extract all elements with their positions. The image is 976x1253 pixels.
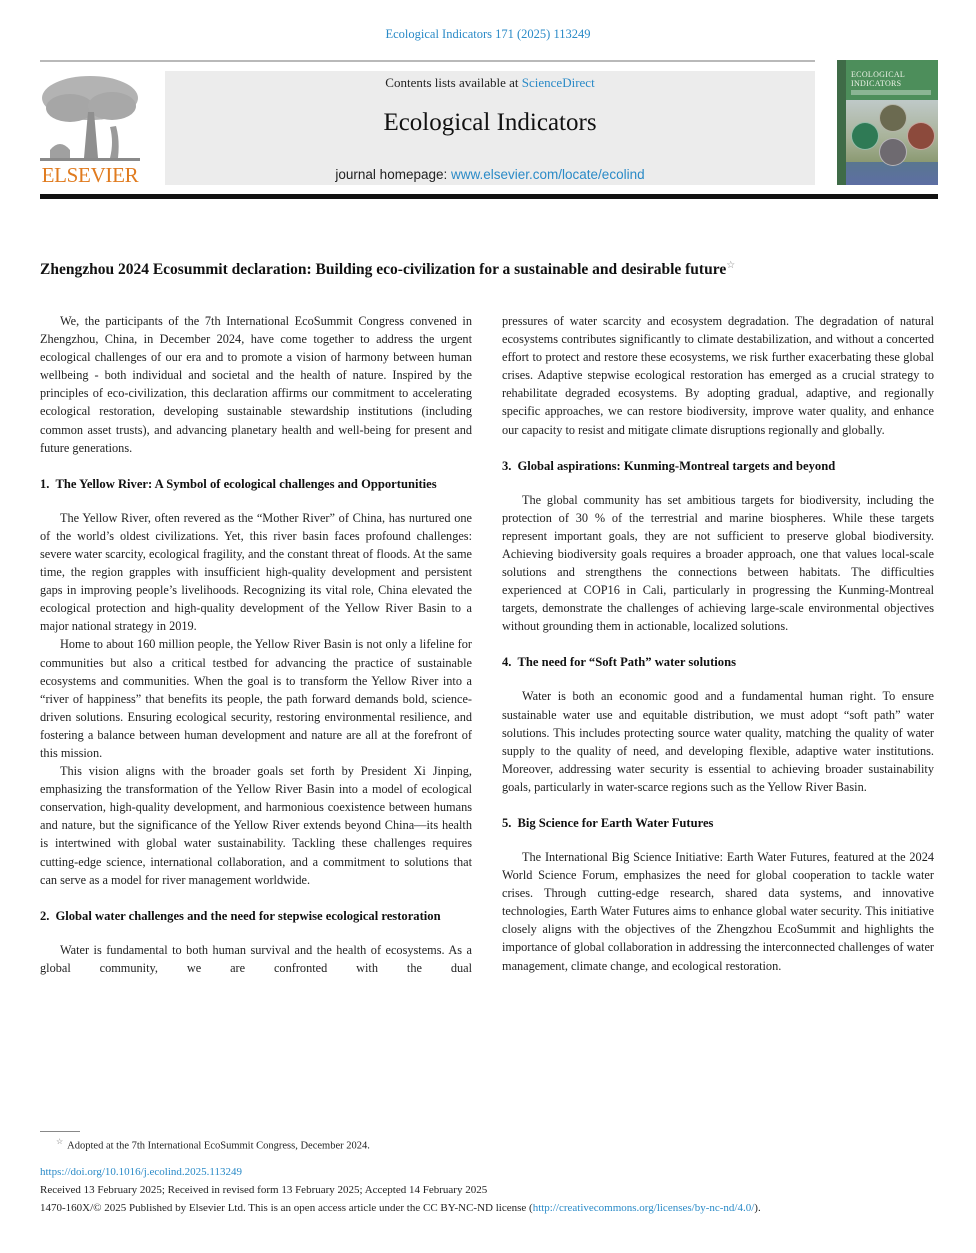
footnote bbox=[56, 1137, 370, 1152]
section-5-heading: 5. Big Science for Earth Water Futures bbox=[502, 815, 714, 830]
thick-rule bbox=[40, 194, 938, 199]
article-title bbox=[40, 257, 800, 279]
section-4-heading: 4. The need for “Soft Path” water solutions bbox=[502, 655, 736, 670]
cover-spine bbox=[837, 60, 846, 185]
section-3-paragraph-1: The global community has set ambitious targets for biodiversity, including the protection of 30 % of the terrestrial and marine biospheres. While these targets represent important goals, they are not sufficient to preserve global biodiversity. Achieving biodiversity goals requires a broader approach, one that values local-scale solutions and strengthens the connections between habitats. The difficulties experienced at COP16 in Cali, particularly in progressing the Kunming-Montreal targets, demonstrate the challenges of achieving large-scale environmental objectives without grounding them in actionable, localized solutions. bbox=[502, 492, 934, 634]
footnote-rule bbox=[40, 1131, 80, 1132]
cover-title bbox=[851, 70, 905, 88]
journal-cover-image[interactable] bbox=[837, 60, 938, 185]
cover-photo-leaf bbox=[851, 122, 879, 150]
top-rule bbox=[40, 60, 815, 62]
section-3-heading: 3. Global aspirations: Kunming-Montreal targets and beyond bbox=[502, 458, 836, 473]
doi-link[interactable]: https://doi.org/10.1016/j.ecolind.2025.113249 bbox=[40, 1166, 242, 1178]
section-1-paragraph-1: The Yellow River, often revered as the “Mother River” of China, has nurtured one of the world’s oldest civilizations. Yet, this river basin faces profound challenges: severe water scarcity, ecological fragility, and the constant threat of floods. At the same time, the region grapples with insufficient high-quality development and persistent gaps in improving people’s livelihoods. Recognizing its vital role, China elevated the ecological protection and high-quality development of the Yellow River Basin to a major national strategy in 2019. bbox=[40, 510, 472, 634]
journal-title: Ecological Indicators bbox=[383, 109, 597, 136]
elsevier-wordmark: ELSEVIER bbox=[41, 163, 139, 187]
section-5-paragraph-1: The International Big Science Initiative: Earth Water Futures, featured at the 2024 World Science Forum, emphasizes the need for global cooperation to tackle water crises. Through cutting-edge research, shared data systems, and innovative technologies, Earth Water Futures aims to enhance global water security. This initiative closely aligns with the objectives of the Zhengzhou EcoSummit and highlights the importance of global collaboration in addressing the interconnected challenges of water management, climate change, and ecological restoration. bbox=[502, 849, 934, 973]
contents-prefix: Contents lists available at bbox=[385, 75, 522, 90]
cover-photo-book bbox=[907, 122, 935, 150]
article-title-text: Zhengzhou 2024 Ecosummit declaration: Building eco-civilization for a sustainable and desirable future bbox=[40, 261, 727, 279]
title-footnote-mark[interactable]: ☆ bbox=[726, 260, 736, 271]
masthead bbox=[165, 71, 815, 185]
section-1-paragraph-3: This vision aligns with the broader goals set forth by President Xi Jinping, emphasizing the transformation of the Yellow River Basin into a model of ecological conservation, high-quality development, and harmonious coexistence between humans and nature, but the significance of the Yellow River extends beyond China—its health is intertwined with global water sustainability. Tackling these challenges requires cutting-edge science, international collaboration, and a commitment to solutions that can serve as a model for river management worldwide. bbox=[40, 764, 472, 887]
cover-photo-people bbox=[879, 138, 907, 166]
cover-title-line1: ECOLOGICAL bbox=[851, 70, 906, 79]
cover-photo-rock bbox=[879, 104, 907, 132]
license-prefix: 1470-160X/© 2025 Published by Elsevier Ltd. This is an open access article under the CC BY-NC-ND license ( bbox=[40, 1202, 533, 1214]
cover-title-line2: INDICATORS bbox=[851, 79, 902, 88]
section-2-paragraph-1-start: Water is fundamental to both human survival and the health of ecosystems. As a global community, we are confronted with the dual bbox=[40, 942, 472, 975]
section-2-paragraph-1-continued: pressures of water scarcity and ecosystem degradation. The degradation of natural ecosystems contributes significantly to climate destabilization, and without a concerted effort to protect and restore these ecosystems, we risk further exacerbating these global crises. Adaptive stepwise ecological restoration has emerged as a crucial strategy to rehabilitate degraded ecosystems. By adopting gradual, adaptive, and regionally specific approaches, we can restore biodiversity, improve water quality, and enhance our capacity to resist and mitigate climate disruptions regionally and globally. bbox=[502, 314, 934, 437]
elsevier-tree-icon bbox=[40, 72, 140, 164]
section-4-paragraph-1: Water is both an economic good and a fundamental human right. To ensure sustainable water use and equitable distribution, we must adopt “soft path” water solutions. This includes protecting source water quality, matching the quality of water supply to the quality of need, and developing flexible, adaptive water institutions. Moreover, addressing water security is essential to achieving broader sustainability goals, particularly in water-scarce regions such as the Yellow River Basin. bbox=[502, 689, 934, 794]
right-column bbox=[502, 312, 934, 975]
intro-paragraph: We, the participants of the 7th International EcoSummit Congress convened in Zhengzhou, China, in December 2024, have come together to address the urgent ecological challenges of our era and to promote a vision of harmony between human wellbeing - both individual and societal and the health of nature. Inspired by the principles of eco-civilization, this declaration affirms our commitment to accelerating ecological restoration, developing sustainable stewardship institutions (including common asset trusts), and advancing planetary health and well-being for present and future generations. bbox=[40, 314, 472, 455]
license-line bbox=[40, 1202, 761, 1214]
left-column bbox=[40, 312, 472, 977]
elsevier-logo[interactable] bbox=[38, 70, 142, 190]
sciencedirect-link[interactable]: ScienceDirect bbox=[521, 75, 595, 90]
cover-subtitle-bar bbox=[851, 90, 931, 95]
received-dates: Received 13 February 2025; Received in revised form 13 February 2025; Accepted 14 February 2025 bbox=[40, 1184, 488, 1196]
license-link[interactable]: http://creativecommons.org/licenses/by-nc-nd/4.0/ bbox=[532, 1202, 755, 1214]
footnote-text: Adopted at the 7th International EcoSummit Congress, December 2024. bbox=[67, 1140, 370, 1152]
journal-homepage bbox=[165, 167, 815, 182]
footnote-mark: ☆ bbox=[56, 1137, 64, 1146]
journal-citation[interactable]: Ecological Indicators 171 (2025) 113249 bbox=[385, 27, 591, 41]
license-suffix: ). bbox=[754, 1202, 761, 1214]
section-1-heading: 1. The Yellow River: A Symbol of ecological challenges and Opportunities bbox=[40, 476, 437, 491]
homepage-link[interactable]: www.elsevier.com/locate/ecolind bbox=[451, 167, 645, 182]
contents-availability bbox=[165, 75, 815, 91]
section-1-paragraph-2: Home to about 160 million people, the Yellow River Basin is not only a lifeline for communities but also a critical testbed for advancing the practice of sustainable ecosystems and communities. When the goal is to transform the Yellow River into a “river of happiness” that benefits its people, the path forward demands bold, science-driven solutions. Ensuring ecological security, restoring environmental resilience, and fostering a balance between human development and nature are all at the forefront of this mission. bbox=[40, 637, 472, 760]
homepage-prefix: journal homepage: bbox=[335, 167, 451, 182]
section-2-heading: 2. Global water challenges and the need for stepwise ecological restoration bbox=[40, 908, 441, 923]
